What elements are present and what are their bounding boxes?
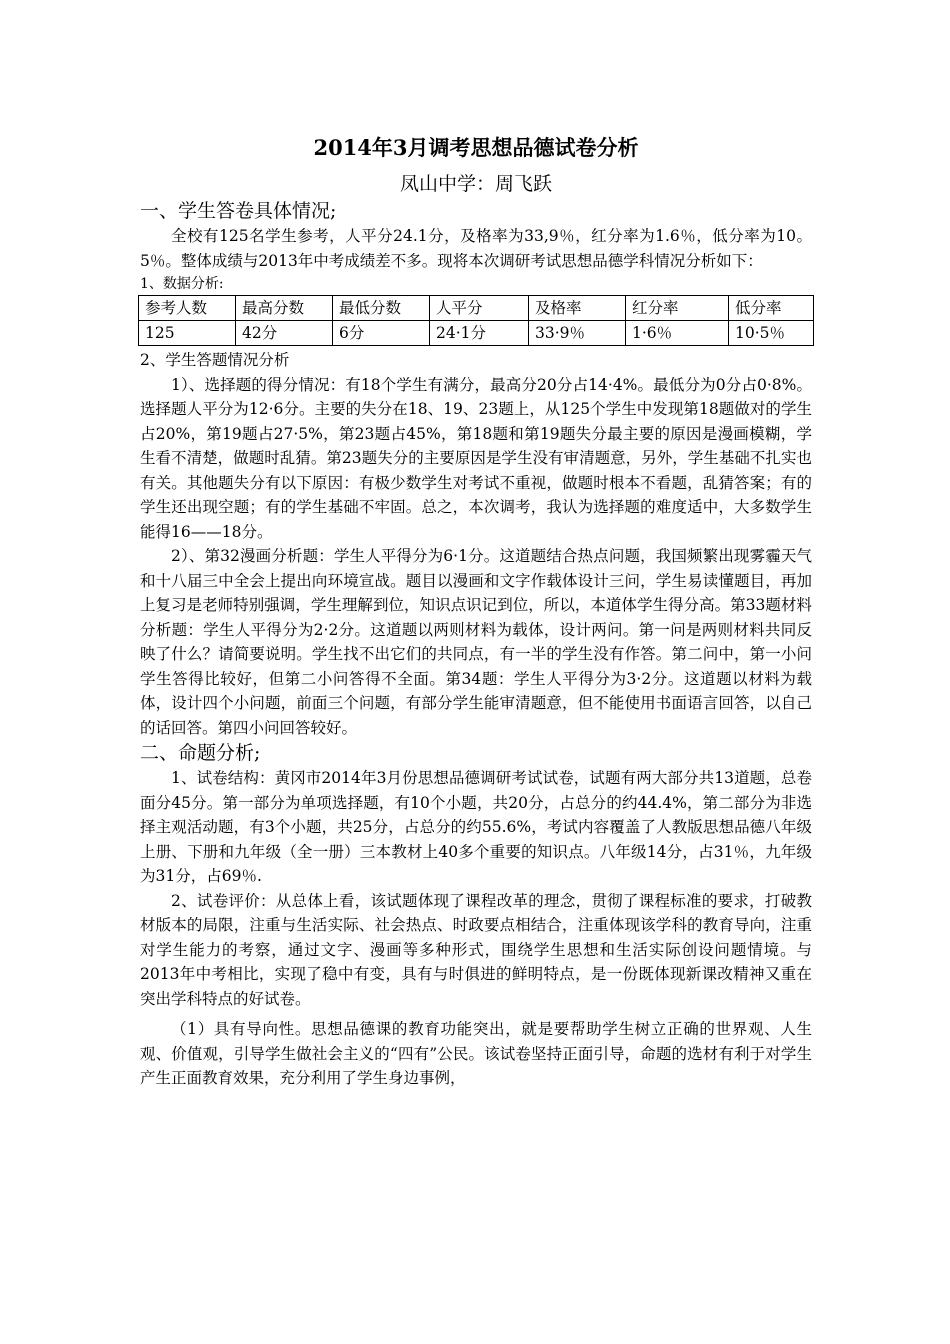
table-row — [139, 321, 814, 346]
choice-question-analysis: 1）、选择题的得分情况：有18个学生有满分，最高分20分占14·4%。最低分为0分占0·8%。选择题人平分为12·6分。主要的失分在18、19、23题上，从125个学生中发现第18题做对的学生占20%，第19题占27·5%，第23题占45%，第18题和第19题失分最主要的原因是漫画模糊，学生看不清楚，做题时乱猜。第23题失分的主要原因是学生没有审清题意，另外，学生基础不扎实也有关。其他题失分有以下原因：有极少数学生对考试不重视，做题时根本不看题，乱猜答案；有的学生还出现空题；有的学生基础不牢固。总之，本次调考，我认为选择题的难度适中，大多数学生能得16——18分。 — [140, 375, 812, 541]
table-cell: 10·5％ — [729, 321, 814, 346]
data-analysis-label: 1、数据分析: — [140, 276, 224, 292]
answer-analysis-label: 2、学生答题情况分析 — [140, 351, 290, 369]
table-cell: 42分 — [236, 321, 333, 346]
table-header-cell: 及格率 — [529, 296, 626, 321]
score-table — [138, 295, 814, 346]
table-header-cell: 参考人数 — [139, 296, 236, 321]
subjective-question-analysis: 2）、第32漫画分析题：学生人平得分为6·1分。这道题结合热点问题，我国频繁出现雾霾天气和十八届三中全会上提出向环境宣战。题目以漫画和文字作载体设计三问，学生易读懂题目，再加上复习是老师特别强调，学生理解到位，知识点识记到位，所以，本道体学生得分高。第33题材料分析题：学生人平得分为2·2分。这道题以两则材料为载体，设计两问。第一问是两则材料共同反映了什么？请简要说明。学生找不出它们的共同点，有一半的学生没有作答。第二问中，第一小问学生答得比较好，但第二小问答得不全面。第34题：学生人平得分为3·2分。这道题以材料为载体，设计四个小问题，前面三个问题，有部分学生能审清题意，但不能使用书面语言回答，以自己的话回答。第四小问回答较好。 — [140, 547, 812, 737]
document-title: 2014年3月调考思想品德试卷分析 — [313, 135, 639, 160]
table-cell: 125 — [139, 321, 236, 346]
table-header-cell: 红分率 — [626, 296, 729, 321]
section-1-intro: 全校有125名学生参考，人平分24.1分，及格率为33,9％，红分率为1.6％，低分率为10。5％。整体成绩与2013年中考成绩差不多。现将本次调研考试思想品德学科情况分析如下： — [140, 227, 812, 270]
table-cell: 1·6％ — [626, 321, 729, 346]
section-2-heading: 二、命题分析; — [140, 742, 261, 764]
guidance-paragraph: （1）具有导向性。思想品德课的教育功能突出，就是要帮助学生树立正确的世界观、人生观、价值观，引导学生做社会主义的“四有”公民。该试卷坚持正面引导，命题的选材有利于对学生产生正面教育效果，充分利用了学生身边事例， — [140, 1020, 812, 1087]
table-cell: 6分 — [333, 321, 430, 346]
paper-structure-paragraph: 1、试卷结构：黄冈市2014年3月份思想品德调研考试试卷，试题有两大部分共13道题，总卷面分45分。第一部分为单项选择题，有10个小题，共20分，占总分的约44.4%，第二部分为非选择主观活动题，有3个小题，共25分，占总分的约55.6%，考试内容覆盖了人教版思想品德八年级上册、下册和九年级（全一册）三本教材上40多个重要的知识点。八年级14分，占31％，九年级为31分，占69％. — [140, 769, 812, 885]
paper-evaluation-paragraph: 2、试卷评价：从总体上看，该试题体现了课程改革的理念，贯彻了课程标准的要求，打破教材版本的局限，注重与生活实际、社会热点、时政要点相结合，注重体现该学科的教育导向，注重对学生能力的考察，通过文字、漫画等多种形式，围绕学生思想和生活实际创设问题情境。与2013年中考相比，实现了稳中有变，具有与时俱进的鲜明特点，是一份既体现新课改精神又重在突出学科特点的好试卷。 — [140, 891, 812, 1008]
section-1-heading: 一、学生答卷具体情况; — [140, 200, 337, 222]
table-cell: 33·9％ — [529, 321, 626, 346]
document-body — [140, 134, 812, 1091]
table-header-cell: 人平分 — [430, 296, 529, 321]
table-header-cell: 低分率 — [729, 296, 814, 321]
table-header-cell: 最高分数 — [236, 296, 333, 321]
table-header-cell: 最低分数 — [333, 296, 430, 321]
table-cell: 24·1分 — [430, 321, 529, 346]
document-author: 凤山中学：周飞跃 — [399, 173, 552, 195]
table-header-row — [139, 296, 814, 321]
